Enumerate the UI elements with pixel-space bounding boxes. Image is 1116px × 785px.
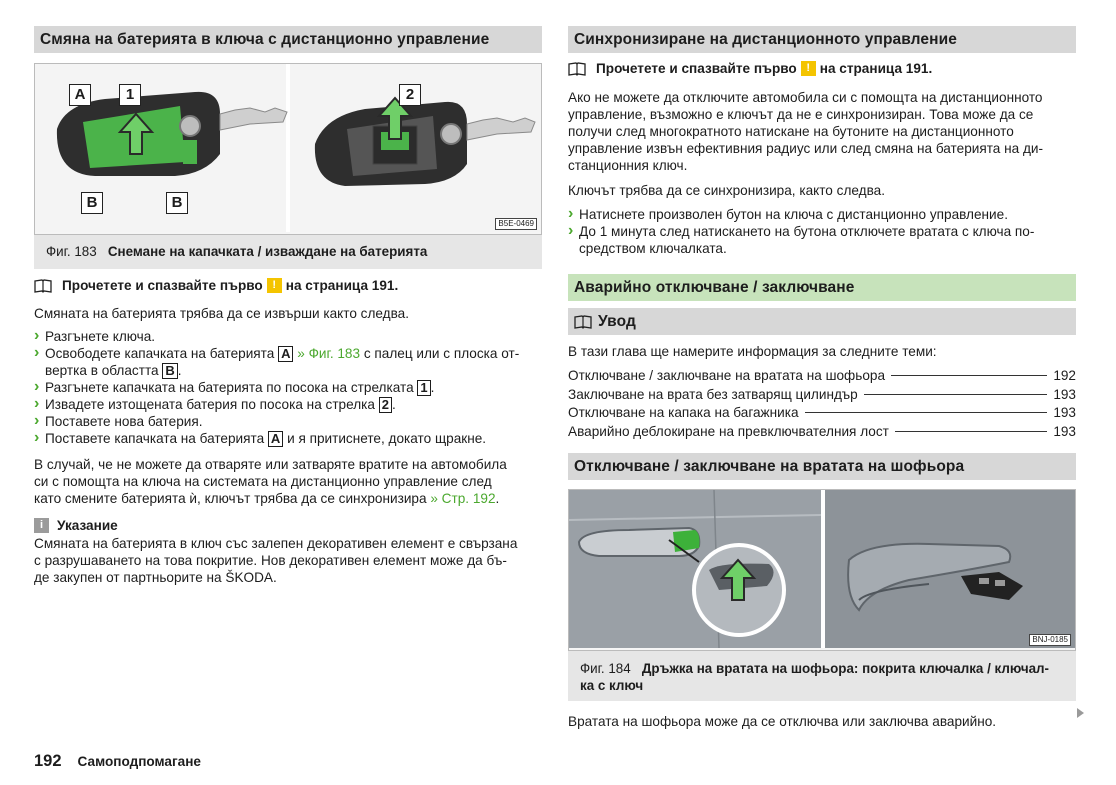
book-icon: [574, 315, 592, 329]
ref-box-a2: A: [268, 431, 283, 447]
read-first-note: [34, 278, 542, 293]
ref-box-1: 1: [417, 380, 430, 396]
sync-hint-paragraph: В случай, че не можете да отваряте или затваряте вратите на автомобила си с помощта на ключа на системата на дистанционно управление след като смените батерията ѝ, ключът трябва да се синхронизира » Стр. 192.: [34, 457, 507, 506]
right-column: [568, 26, 1076, 730]
step-4: › Извадете изтощената батерия по посока на стрелка 2 .: [34, 396, 542, 413]
note-text: Смяната на батерията в ключ със залепен декоративен елемент е свързана с разрушаването на това покритие. Нов декоративен елемент може да бъ- де закупен от партньорите на ŠKODA.: [34, 536, 518, 585]
read-first-page: на страница 191.: [285, 278, 399, 293]
toc-item[interactable]: Заключване на врата без затварящ цилиндър 193: [568, 386, 1076, 402]
section-header-driver-door: Отключване / заключване на вратата на шофьора: [568, 453, 1076, 480]
link-page-192[interactable]: » Стр. 192: [430, 491, 496, 506]
sync-steps: [568, 206, 1076, 257]
ref-box-a: A: [278, 346, 293, 362]
footer-section: Самоподпомагане: [77, 754, 201, 769]
callout-2: 2: [399, 84, 421, 106]
driver-door-text: Вратата на шофьора може да се отключва или заключва аварийно.: [568, 714, 997, 729]
sync-step-1: › Натиснете произволен бутон на ключа с дистанционно управление.: [568, 206, 1076, 223]
step-5: › Поставете нова батерия.: [34, 413, 542, 430]
figure-183: [34, 63, 542, 235]
page-number: 192: [34, 752, 62, 770]
caption-number: Фиг. 183: [46, 244, 97, 259]
section-header-sync: Синхронизиране на дистанционното управление: [568, 26, 1076, 53]
read-first-note-sync: Прочетете и спазвайте първо ! на страница 191.: [568, 61, 1076, 76]
battery-steps: [34, 328, 542, 447]
figure-184-caption: Фиг. 184 Дръжка на вратата на шофьора: покрита ключалка / ключал- ка с ключ: [568, 651, 1076, 701]
section-header-battery: Смяна на батерията в ключа с дистанционно управление: [34, 26, 542, 53]
link-fig-183[interactable]: » Фиг. 183: [297, 346, 361, 361]
left-column: [34, 26, 542, 586]
intro-text: Смяната на батерията трябва да се извърши както следва.: [34, 306, 410, 321]
callout-1: 1: [119, 84, 141, 106]
book-icon: [34, 279, 52, 293]
figure-tag: BNJ-0185: [1029, 634, 1071, 646]
sync-step-2: › До 1 минута след натискането на бутона отключете вратата с ключа по- средством ключалката.: [568, 223, 1076, 257]
warning-icon: !: [801, 61, 816, 76]
intro-topics-text: В тази глава ще намерите информация за следните теми:: [568, 344, 937, 359]
warning-icon: !: [267, 278, 282, 293]
step-1: › Разгънете ключа.: [34, 328, 542, 345]
info-icon: i: [34, 518, 49, 533]
ref-box-2: 2: [379, 397, 392, 413]
page-footer: [34, 752, 201, 771]
step-6: › Поставете капачката на батерията A и я притиснете, докато щракне.: [34, 430, 542, 447]
callout-b-left: B: [81, 192, 103, 214]
toc-item[interactable]: Отключване на капака на багажника 193: [568, 405, 1076, 420]
note-header: [34, 518, 542, 533]
step-3: › Разгънете капачката на батерията по посока на стрелката 1 .: [34, 379, 542, 396]
figure-183-caption: [34, 235, 542, 269]
section-header-emergency: Аварийно отключване / заключване: [568, 274, 1076, 301]
step-2: › Освободете капачката на батерията A » Фиг. 183 с палец или с плоска от- вертка в областта B .: [34, 345, 542, 379]
subsection-header-intro: Увод: [568, 308, 1076, 335]
callout-b-right: B: [166, 192, 188, 214]
sync-paragraph: Ако не можете да отключите автомобила си с помощта на дистанционното управление, възможно е ключът да не е синхронизиран. Това може да се получи след многократното натискане на бутоните на дистанционното управление извън ефективния радиус или след смяна на батерията на ди- станционния ключ.: [568, 90, 1044, 173]
toc-item[interactable]: Отключване / заключване на вратата на шофьора 192: [568, 368, 1076, 383]
read-first-text: Прочетете и спазвайте първо: [62, 278, 263, 293]
figure-183-illustration: [35, 64, 541, 232]
continue-arrow-icon: [1077, 708, 1084, 718]
figure-184: [568, 489, 1076, 651]
ref-box-b: B: [162, 363, 177, 379]
figure-184-illustration: [569, 490, 1075, 648]
caption-text: Снемане на капачката / изваждане на батерията: [107, 244, 428, 259]
toc-list: [568, 367, 1076, 441]
callout-a: A: [69, 84, 91, 106]
note-title: Указание: [57, 518, 118, 533]
book-icon: [568, 62, 586, 76]
sync-how-text: Ключът трябва да се синхронизира, както следва.: [568, 183, 885, 198]
figure-tag: B5E-0469: [495, 218, 537, 230]
toc-item[interactable]: Аварийно деблокиране на превключвателния лост 193: [568, 423, 1076, 439]
